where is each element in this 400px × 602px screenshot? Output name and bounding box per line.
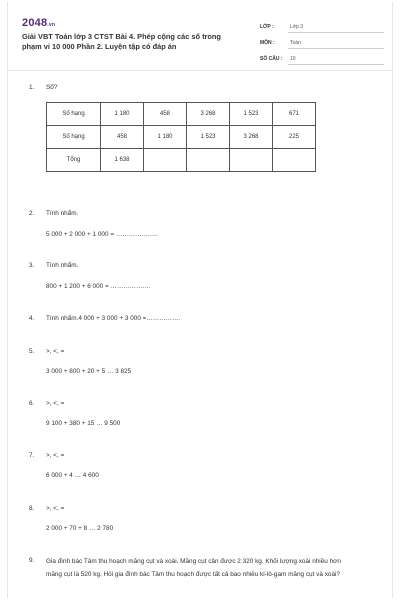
question-4 xyxy=(29,315,180,322)
question-text: Tính nhẩm. xyxy=(46,262,79,269)
table-cell: 1 180 xyxy=(101,103,144,126)
question-number: 9. xyxy=(29,557,35,564)
worksheet-header xyxy=(22,14,382,64)
meta-label: SỐ CÂU : xyxy=(260,56,283,62)
meta-value: Lớp 3 xyxy=(288,24,384,33)
question-6 xyxy=(29,400,64,407)
question-number: 1. xyxy=(29,84,35,91)
worksheet-meta xyxy=(260,17,384,65)
question-text: >, <, = xyxy=(46,505,65,512)
table-row xyxy=(47,103,316,126)
table-cell: Số hạng xyxy=(47,103,101,126)
question-number: 4. xyxy=(29,315,35,322)
header-divider xyxy=(8,70,392,71)
question-3-expression: 800 + 1 200 + 6 000 = ………………. xyxy=(46,283,151,290)
question-6-expression: 9 100 + 380 + 15 … 9 500 xyxy=(46,420,121,427)
meta-value: Toán xyxy=(288,40,384,49)
question-9-text: Gia đình bác Tâm thu hoạch măng cụt và xoài. Măng cụt cân được 2 320 kg. Khối lượng xoài nhiều hơn măng cụt là 520 kg. Hỏi gia đình bác Tâm thu hoạch được tất cả bao nhiêu ki-lô-gam măng cụt và xoài? xyxy=(46,558,341,578)
table-cell: 458 xyxy=(144,103,187,126)
question-5-expression: 3 000 + 800 + 20 + 5 … 3 825 xyxy=(46,368,132,375)
question-text: Tính nhẩm. xyxy=(46,210,79,217)
table-row xyxy=(47,126,316,149)
document-title: Giải VBT Toán lớp 3 CTST Bài 4. Phép cộng các số trong phạm vi 10 000 Phần 2. Luyện tập có đáp án xyxy=(22,32,221,51)
question-7-expression: 6 000 + 4 … 4 600 xyxy=(46,472,99,479)
table-cell: 3 268 xyxy=(187,103,230,126)
answer-cell[interactable] xyxy=(230,149,273,172)
question-text: >, <, = xyxy=(46,452,65,459)
question-1 xyxy=(29,84,57,91)
question-2-expression: 5 000 + 2 000 + 1 000 = ……………….. xyxy=(46,231,158,238)
table-cell: 1 523 xyxy=(230,103,273,126)
question-9 xyxy=(29,557,46,564)
meta-row-class xyxy=(260,17,384,33)
question-number: 3. xyxy=(29,262,35,269)
table-cell: 1 523 xyxy=(187,126,230,149)
table-cell: 671 xyxy=(273,103,316,126)
table-cell: 458 xyxy=(101,126,144,149)
worksheet-page xyxy=(7,2,393,598)
meta-row-count xyxy=(260,49,384,65)
question-number: 5. xyxy=(29,348,35,355)
answer-cell[interactable] xyxy=(273,149,316,172)
addition-table xyxy=(46,102,316,172)
table-row xyxy=(47,149,316,172)
meta-row-subject xyxy=(260,33,384,49)
table-cell: Tổng xyxy=(47,149,101,172)
question-5 xyxy=(29,348,64,355)
question-text: >, <, = xyxy=(46,348,65,355)
question-number: 7. xyxy=(29,452,35,459)
question-8 xyxy=(29,505,64,512)
question-7 xyxy=(29,452,64,459)
question-8-expression: 2 000 + 70 + 8 … 2 780 xyxy=(46,525,114,532)
meta-label: LỚP : xyxy=(260,24,274,30)
table-cell: 225 xyxy=(273,126,316,149)
table-cell: Số hạng xyxy=(47,126,101,149)
question-text: >, <, = xyxy=(46,400,65,407)
question-text: Tính nhẩm.4 000 + 3 000 + 3 000 =……………. xyxy=(46,315,181,322)
answer-cell[interactable] xyxy=(144,149,187,172)
meta-label: MÔN : xyxy=(260,40,275,46)
table-cell: 1 638 xyxy=(101,149,144,172)
question-number: 8. xyxy=(29,505,35,512)
answer-cell[interactable] xyxy=(187,149,230,172)
meta-value: 10 xyxy=(288,56,384,65)
question-3 xyxy=(29,262,78,269)
question-number: 2. xyxy=(29,210,35,217)
site-logo[interactable]: 2048.vn xyxy=(22,17,56,29)
question-text: Số? xyxy=(46,84,58,91)
question-number: 6. xyxy=(29,400,35,407)
table-cell: 1 180 xyxy=(144,126,187,149)
table-cell: 3 268 xyxy=(230,126,273,149)
question-2 xyxy=(29,210,78,217)
